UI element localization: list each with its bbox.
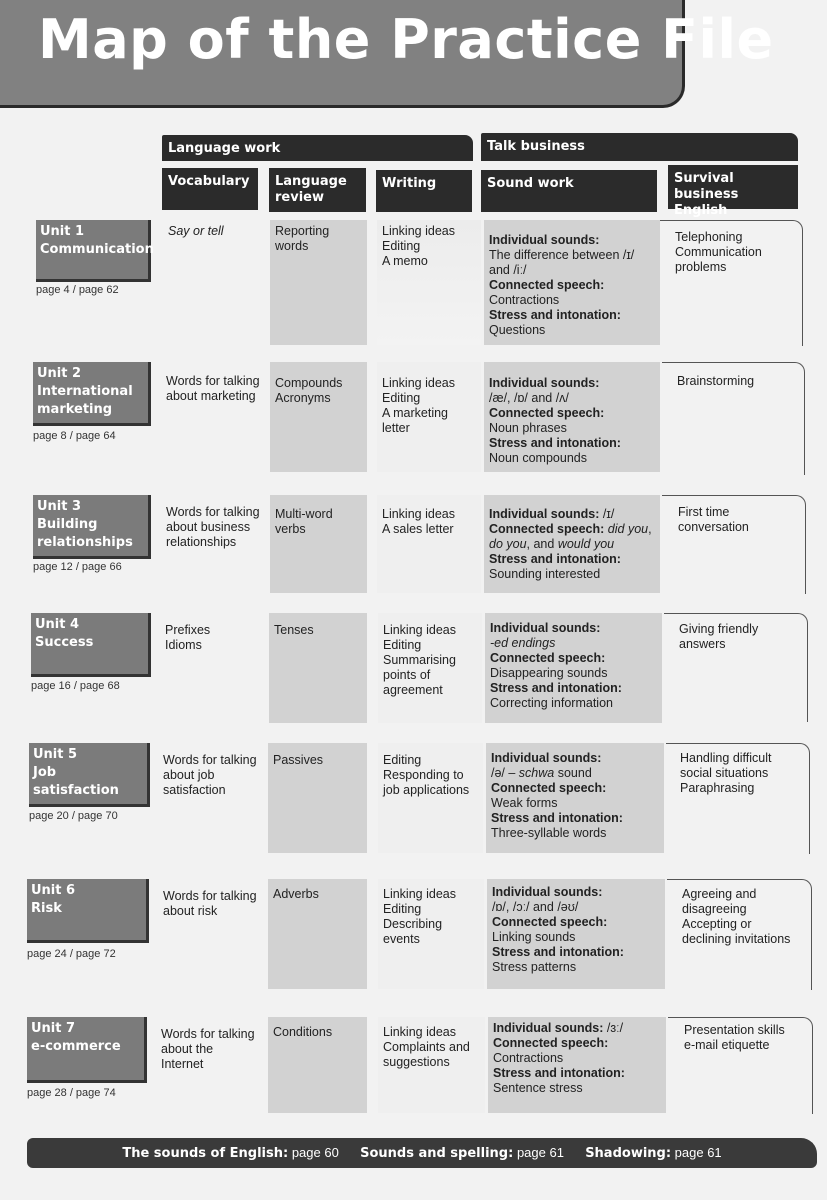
connected-speech-label: Connected speech: [493, 1036, 609, 1050]
unit-pages: page 4 / page 62 [36, 284, 119, 296]
unit-name: e-commerce [31, 1039, 121, 1054]
unit-row [0, 1017, 827, 1117]
unit-row [0, 743, 827, 861]
individual-sounds-label: Individual sounds: [492, 885, 603, 899]
unit-name: International marketing [37, 384, 133, 417]
stress-intonation-value: Three-syllable words [491, 826, 607, 840]
individual-sounds-value: /ɪ/ [602, 507, 615, 521]
vocabulary-cell: Words for talking about job satisfaction [163, 753, 257, 797]
language-review-cell: Conditions [268, 1017, 367, 1113]
vocabulary-cell: Words for talking about marketing [166, 374, 260, 403]
individual-sounds-value: -ed endings [490, 636, 556, 650]
survival-cell: Telephoning Communication problems [675, 230, 762, 274]
stress-intonation-label: Stress and intonation: [489, 308, 621, 322]
stress-intonation-value: Noun compounds [489, 451, 587, 465]
unit-pages: page 28 / page 74 [27, 1087, 116, 1099]
unit-row [0, 220, 827, 350]
writing-cell: Linking ideas Editing Summarising points of agreement [378, 613, 482, 723]
individual-sounds-value: /æ/, /ɒ/ and /ʌ/ [489, 391, 569, 405]
sound-work-cell [484, 495, 660, 593]
stress-intonation-value: Correcting information [490, 696, 613, 710]
unit-name: Success [35, 635, 94, 650]
writing-cell: Linking ideas Complaints and suggestions [378, 1017, 485, 1113]
unit-pages: page 20 / page 70 [29, 810, 118, 822]
group-language-work: Language work [162, 135, 473, 161]
language-review-cell: Multi-word verbs [270, 495, 367, 593]
individual-sounds-value: The difference between /ɪ/ and /iː/ [489, 248, 635, 277]
footer-shadowing-label: Shadowing: [585, 1146, 672, 1161]
unit-name: Communication [40, 242, 154, 257]
sound-work-cell [484, 362, 660, 472]
language-review-cell: Passives [268, 743, 367, 853]
unit-name: Building relationships [37, 517, 133, 550]
survival-cell: Giving friendly answers [679, 622, 759, 651]
individual-sounds-label: Individual sounds: [489, 376, 600, 390]
individual-sounds-label: Individual sounds: [493, 1021, 604, 1035]
unit-number: Unit 1 [40, 224, 85, 239]
stress-intonation-value: Sounding interested [489, 567, 601, 581]
writing-cell: Editing Responding to job applications [378, 743, 483, 853]
unit-number: Unit 7 [31, 1021, 76, 1036]
individual-sounds-term: schwa [518, 766, 555, 780]
writing-cell: Linking ideas Editing A marketing letter [377, 362, 481, 472]
stress-intonation-label: Stress and intonation: [493, 1066, 625, 1080]
connected-speech-label: Connected speech: [489, 406, 605, 420]
footer-sounds-spelling-page: page 61 [516, 1145, 564, 1160]
writing-cell: Linking ideas Editing A memo [377, 220, 481, 345]
unit-number: Unit 6 [31, 883, 76, 898]
unit-label [33, 362, 151, 426]
individual-sounds-value: /ɒ/, /ɔː/ and /əʊ/ [492, 900, 579, 914]
individual-sounds-label: Individual sounds: [489, 507, 600, 521]
unit-pages: page 16 / page 68 [31, 680, 120, 692]
individual-sounds-suffix: sound [554, 766, 592, 780]
individual-sounds-value: /ə/ – [491, 766, 519, 780]
connected-speech-label: Connected speech: [489, 278, 605, 292]
unit-label [29, 743, 150, 807]
stress-intonation-label: Stress and intonation: [489, 436, 621, 450]
unit-number: Unit 3 [37, 499, 82, 514]
stress-intonation-value: Sentence stress [493, 1081, 583, 1095]
sound-work-cell [487, 879, 665, 989]
stress-intonation-value: Questions [489, 323, 546, 337]
individual-sounds-label: Individual sounds: [489, 233, 600, 247]
column-survival: Survival business English [668, 165, 798, 209]
connected-speech-value: Contractions [493, 1051, 564, 1065]
survival-cell: Brainstorming [677, 374, 755, 388]
stress-intonation-value: Stress patterns [492, 960, 577, 974]
footer-shadowing-page: page 61 [674, 1145, 722, 1160]
unit-number: Unit 5 [33, 747, 78, 762]
footer-sounds-spelling-label: Sounds and spelling: [360, 1146, 514, 1161]
survival-cell: Agreeing and disagreeing Accepting or declining invitations [682, 887, 791, 946]
individual-sounds-label: Individual sounds: [491, 751, 602, 765]
connected-speech-phrase: did you [607, 522, 649, 536]
unit-row [0, 362, 827, 484]
column-sound-work: Sound work [481, 170, 657, 212]
connected-speech-value: Weak forms [491, 796, 558, 810]
connected-speech-phrase: do you [489, 537, 527, 551]
sound-work-cell [485, 613, 662, 723]
stress-intonation-label: Stress and intonation: [490, 681, 622, 695]
survival-cell: First time conversation [678, 505, 749, 534]
language-review-cell: Tenses [269, 613, 367, 723]
connected-speech-value: Noun phrases [489, 421, 567, 435]
language-review-cell: Reporting words [270, 220, 367, 345]
unit-label [27, 1017, 147, 1083]
unit-number: Unit 2 [37, 366, 82, 381]
footer-sounds-of-english-page: page 60 [291, 1145, 339, 1160]
unit-name: Risk [31, 901, 62, 916]
survival-cell: Handling difficult social situations Paraphrasing [680, 751, 772, 795]
connected-speech-joiner: , and [526, 537, 558, 551]
vocabulary-cell: Words for talking about risk [163, 889, 257, 918]
connected-speech-value: Contractions [489, 293, 560, 307]
column-language-review: Language review [269, 168, 366, 212]
language-review-cell: Compounds Acronyms [270, 362, 367, 472]
column-vocabulary: Vocabulary [162, 168, 258, 210]
unit-number: Unit 4 [35, 617, 80, 632]
unit-label [31, 613, 151, 677]
unit-name: Job satisfaction [33, 765, 119, 798]
unit-label [36, 220, 154, 282]
footer-bar [27, 1138, 817, 1168]
unit-pages: page 8 / page 64 [33, 430, 116, 442]
connected-speech-label: Connected speech: [491, 781, 607, 795]
unit-pages: page 24 / page 72 [27, 948, 116, 960]
unit-label [33, 495, 151, 559]
unit-row [0, 613, 827, 731]
stress-intonation-label: Stress and intonation: [492, 945, 624, 959]
individual-sounds-label: Individual sounds: [490, 621, 601, 635]
page-title: Map of the Practice File [38, 8, 774, 71]
vocabulary-cell: Prefixes Idioms [165, 623, 211, 652]
sound-work-cell [484, 220, 660, 345]
unit-row [0, 495, 827, 605]
footer-sounds-of-english-label: The sounds of English: [122, 1146, 289, 1161]
writing-cell: Linking ideas Editing Describing events [378, 879, 484, 989]
connected-speech-label: Connected speech: [492, 915, 608, 929]
unit-pages: page 12 / page 66 [33, 561, 122, 573]
language-review-cell: Adverbs [268, 879, 367, 989]
sound-work-cell [488, 1017, 666, 1113]
stress-intonation-label: Stress and intonation: [489, 552, 621, 566]
connected-speech-label: Connected speech: [490, 651, 606, 665]
connected-speech-phrase: would you [557, 537, 615, 551]
individual-sounds-value: /ɜː/ [606, 1021, 624, 1035]
stress-intonation-label: Stress and intonation: [491, 811, 623, 825]
survival-cell: Presentation skills e-mail etiquette [684, 1023, 785, 1052]
connected-speech-label: Connected speech: [489, 522, 605, 536]
vocabulary-cell [163, 220, 267, 243]
vocabulary-text: Say or tell [168, 224, 224, 238]
connected-speech-value: Linking sounds [492, 930, 576, 944]
unit-row [0, 879, 827, 997]
writing-cell: Linking ideas A sales letter [377, 495, 481, 593]
sound-work-cell [486, 743, 664, 853]
group-talk-business: Talk business [481, 133, 798, 161]
unit-label [27, 879, 149, 943]
vocabulary-cell: Words for talking about business relationships [166, 505, 260, 549]
vocabulary-cell: Words for talking about the Internet [161, 1027, 255, 1071]
connected-speech-value: Disappearing sounds [490, 666, 608, 680]
connected-speech-comma: , [648, 522, 652, 536]
column-writing: Writing [376, 170, 472, 212]
